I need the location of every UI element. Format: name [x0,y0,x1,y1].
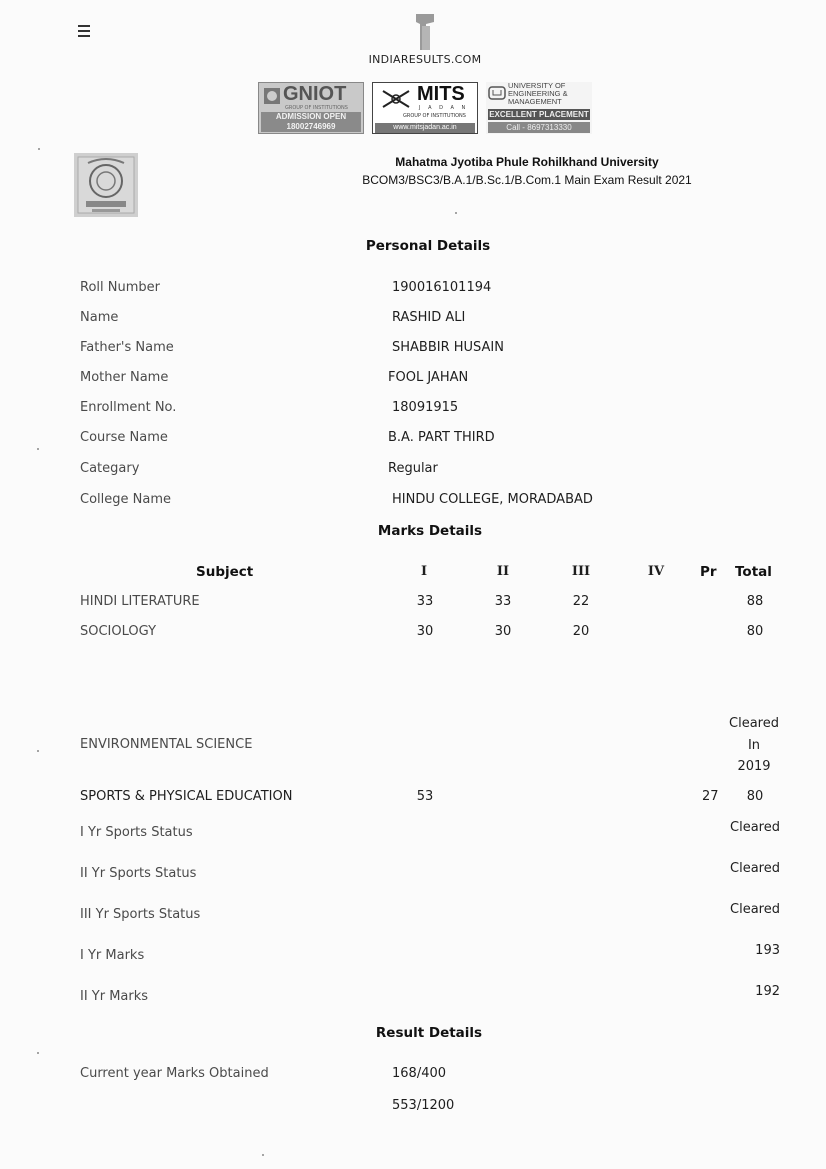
col-i-header: I [420,564,428,579]
col-iii-header: III [571,564,591,579]
mother-name-value: FOOL JAHAN [388,370,469,385]
site-logo-icon[interactable] [412,12,438,52]
current-year-marks-value: 168/400 [392,1066,447,1081]
course-name-label: Course Name [80,430,168,445]
marks-ii: 33 [494,594,512,609]
mits-group: GROUP OF INSTITUTIONS [403,113,466,119]
uem-brand: UNIVERSITY OF ENGINEERING & MANAGEMENT [508,81,568,106]
scan-speck [37,1052,39,1054]
personal-details-heading: Personal Details [365,238,491,254]
mits-ad-banner[interactable] [372,82,478,134]
category-label: Categary [80,461,140,476]
roll-number-value: 190016101194 [392,280,492,295]
sports-marks-pr: 27 [702,789,719,804]
total-marks-value: 553/1200 [392,1098,455,1113]
uem-logo-icon [488,86,506,100]
sports-marks-total: 80 [746,789,764,804]
scan-speck [38,148,40,150]
roll-number-label: Roll Number [80,280,160,295]
col-total-header: Total [735,564,772,580]
marks-i: 33 [416,594,434,609]
mits-logo-icon [379,87,413,111]
ii-yr-marks-value: 192 [755,984,780,999]
ii-yr-sports-status-value: Cleared [730,861,780,876]
env-science-status-line1: Cleared [729,716,779,731]
name-value: RASHID ALI [392,310,466,325]
university-crest-icon [74,153,138,217]
env-science-label: ENVIRONMENTAL SCIENCE [80,737,253,752]
father-name-label: Father's Name [80,340,174,355]
gniot-brand: GNIOT [283,83,347,105]
gniot-phone: 18002746969 [286,122,336,131]
sports-label: SPORTS & PHYSICAL EDUCATION [80,789,293,804]
result-details-heading: Result Details [375,1025,483,1041]
env-science-status-line2: In [747,738,761,753]
gniot-line1: ADMISSION OPEN [275,112,347,121]
iii-yr-sports-status-label: III Yr Sports Status [80,907,201,922]
marks-iii: 20 [572,624,590,639]
i-yr-marks-label: I Yr Marks [80,948,145,963]
subject-name: HINDI LITERATURE [80,594,200,609]
current-year-marks-label: Current year Marks Obtained [80,1066,269,1081]
marks-total: 88 [746,594,764,609]
enrollment-label: Enrollment No. [80,400,177,415]
marks-iii: 22 [572,594,590,609]
exam-title: BCOM3/BSC3/B.A.1/B.Sc.1/B.Com.1 Main Exam Result 2021 [362,173,692,187]
gniot-logo-icon [263,86,281,106]
subject-header: Subject [196,564,254,580]
col-ii-header: II [496,564,510,579]
i-yr-marks-value: 193 [755,943,780,958]
scan-speck [37,448,39,450]
uem-placement: EXCELLENT PLACEMENT [489,110,589,119]
mits-brand: MITS [417,83,465,105]
name-label: Name [80,310,119,325]
ii-yr-marks-label: II Yr Marks [80,989,149,1004]
uem-phone: Call - 8697313330 [488,122,590,133]
scan-speck [455,212,457,214]
subject-name: SOCIOLOGY [80,624,157,639]
ii-yr-sports-status-label: II Yr Sports Status [80,866,197,881]
gniot-ad-banner[interactable] [258,82,364,134]
marks-i: 30 [416,624,434,639]
enrollment-value: 18091915 [392,400,459,415]
mits-tagline: J A D A N [419,105,469,111]
i-yr-sports-status-label: I Yr Sports Status [80,825,193,840]
env-science-status-line3: 2019 [737,759,771,774]
col-pr-header: Pr [700,564,717,580]
father-name-value: SHABBIR HUSAIN [392,340,504,355]
scan-speck [37,750,39,752]
hamburger-menu-icon[interactable] [74,22,94,40]
college-name-label: College Name [80,492,171,507]
course-name-value: B.A. PART THIRD [388,430,495,445]
mits-url: www.mitsjadan.ac.in [375,123,475,133]
mother-name-label: Mother Name [80,370,169,385]
university-name: Mahatma Jyotiba Phule Rohilkhand University [395,155,659,169]
uem-ad-banner[interactable] [486,82,592,134]
sports-marks-i: 53 [416,789,434,804]
college-name-value: HINDU COLLEGE, MORADABAD [392,492,593,507]
site-name[interactable]: INDIARESULTS.COM [368,53,482,66]
i-yr-sports-status-value: Cleared [730,820,780,835]
marks-ii: 30 [494,624,512,639]
gniot-admission [261,112,361,132]
col-iv-header: IV [647,564,665,579]
scan-speck [262,1154,264,1156]
marks-total: 80 [746,624,764,639]
gniot-tagline: GROUP OF INSTITUTIONS [285,105,348,111]
iii-yr-sports-status-value: Cleared [730,902,780,917]
category-value: Regular [388,461,438,476]
marks-details-heading: Marks Details [377,523,483,539]
